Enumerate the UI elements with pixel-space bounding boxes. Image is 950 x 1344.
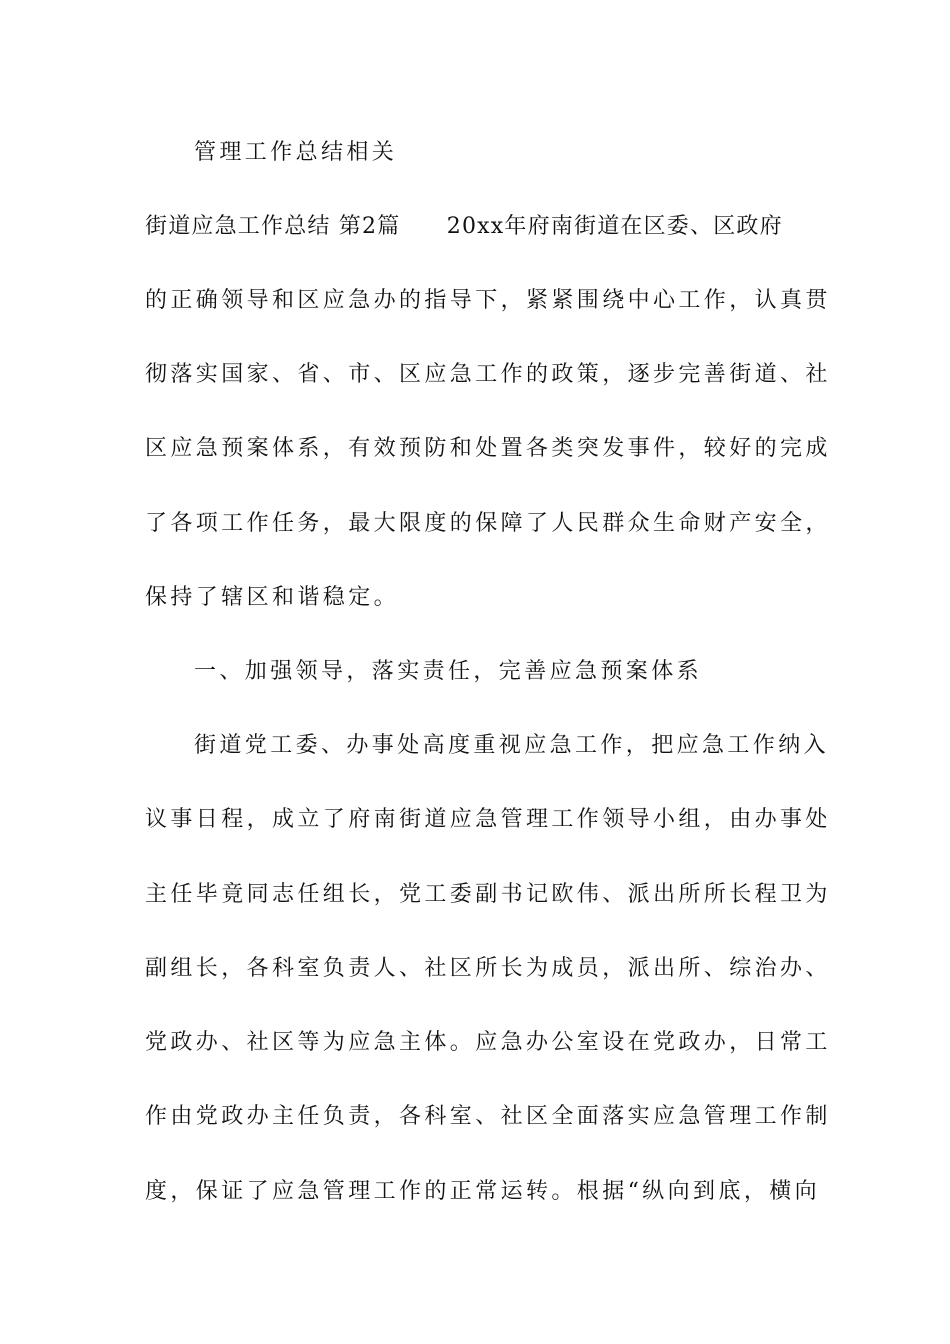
doc-line: 保持了辖区和谐稳定。 [145,585,400,610]
doc-line-title: 街道应急工作总结 第2篇 20xx年府南街道在区委、区政府 [145,214,783,239]
doc-line: 了各项工作任务，最大限度的保障了人民群众生命财产安全， [145,511,831,536]
doc-line: 的正确领导和区应急办的指导下，紧紧围绕中心工作，认真贯 [145,288,831,313]
doc-line: 区应急预案体系，有效预防和处置各类突发事件，较好的完成 [145,436,831,461]
doc-line: 党政办、社区等为应急主体。应急办公室设在党政办，日常工 [145,1030,831,1055]
doc-line: 度，保证了应急管理工作的正常运转。根据“纵向到底，横向 [145,1179,821,1204]
doc-line: 副组长，各科室负责人、社区所长为成员，派出所、综治办、 [145,956,831,981]
doc-line: 议事日程，成立了府南街道应急管理工作领导小组，由办事处 [145,807,831,832]
doc-section-heading: 一、加强领导，落实责任，完善应急预案体系 [194,659,703,684]
doc-line: 街道党工委、办事处高度重视应急工作，把应急工作纳入 [194,733,830,758]
doc-line: 彻落实国家、省、市、区应急工作的政策，逐步完善街道、社 [145,362,831,387]
doc-line: 主任毕竟同志任组长，党工委副书记欧伟、派出所所长程卫为 [145,882,831,907]
doc-line: 作由党政办主任负责，各科室、社区全面落实应急管理工作制 [145,1104,831,1129]
doc-line-heading: 管理工作总结相关 [194,140,398,165]
